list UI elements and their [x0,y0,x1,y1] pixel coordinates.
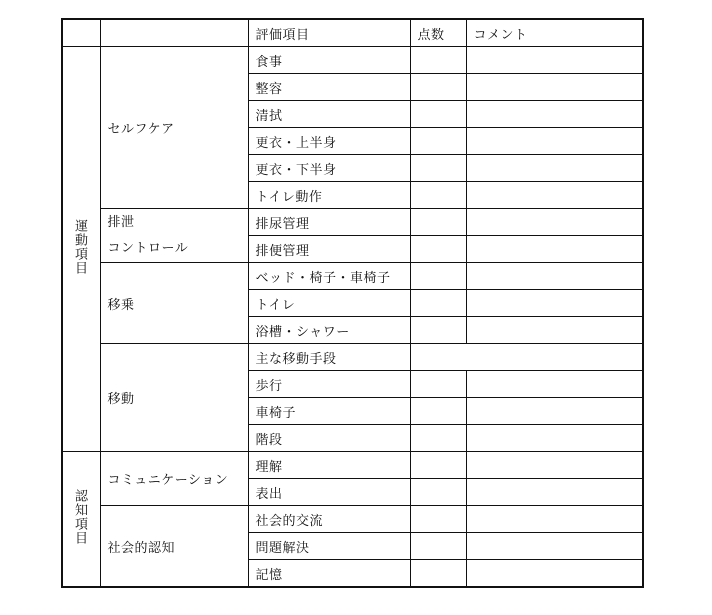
score-cell[interactable] [410,479,466,506]
score-cell[interactable] [410,209,466,236]
group-communication: コミュニケーション [100,452,248,506]
item-label: トイレ [248,290,410,317]
category-cognitive-label: 認知項目 [72,489,87,545]
item-label: 更衣・下半身 [248,155,410,182]
score-cell[interactable] [410,263,466,290]
comment-cell[interactable] [466,290,643,317]
category-motor-label: 運動項目 [72,219,87,275]
header-row [62,19,643,47]
score-cell[interactable] [410,425,466,452]
group-excretion-line1: 排泄 [107,214,135,230]
comment-cell[interactable] [466,452,643,479]
score-cell[interactable] [410,101,466,128]
comment-cell[interactable] [466,209,643,236]
comment-cell[interactable] [466,47,643,74]
main-mode-value-cell[interactable] [410,344,643,371]
item-label: 排便管理 [248,236,410,263]
item-label: 車椅子 [248,398,410,425]
comment-cell[interactable] [466,74,643,101]
comment-cell[interactable] [466,533,643,560]
score-cell[interactable] [410,155,466,182]
score-cell[interactable] [410,371,466,398]
fim-evaluation-table [61,18,644,588]
table-row [62,263,643,290]
comment-cell[interactable] [466,560,643,588]
score-cell[interactable] [410,560,466,588]
score-cell[interactable] [410,47,466,74]
table-row [62,344,643,371]
score-cell[interactable] [410,74,466,101]
score-cell[interactable] [410,290,466,317]
table-row [62,209,643,236]
group-excretion-line2: コントロール [107,240,189,256]
header-score: 点数 [410,19,466,47]
header-category-cell [62,19,100,47]
score-cell[interactable] [410,452,466,479]
comment-cell[interactable] [466,236,643,263]
group-transfer: 移乗 [100,263,248,344]
table-row [62,47,643,74]
table-row [62,506,643,533]
item-label: 更衣・上半身 [248,128,410,155]
item-label: 問題解決 [248,533,410,560]
item-label: 理解 [248,452,410,479]
group-selfcare: セルフケア [100,47,248,209]
item-label: 浴槽・シャワー [248,317,410,344]
score-cell[interactable] [410,236,466,263]
item-label: 歩行 [248,371,410,398]
group-social: 社会的認知 [100,506,248,588]
table-row [62,452,643,479]
comment-cell[interactable] [466,155,643,182]
comment-cell[interactable] [466,182,643,209]
header-item: 評価項目 [248,19,410,47]
item-label: 表出 [248,479,410,506]
item-label: 整容 [248,74,410,101]
score-cell[interactable] [410,182,466,209]
item-label: 社会的交流 [248,506,410,533]
item-label: 清拭 [248,101,410,128]
comment-cell[interactable] [466,506,643,533]
category-motor [62,47,100,452]
item-label: 主な移動手段 [248,344,410,371]
item-label: 排尿管理 [248,209,410,236]
score-cell[interactable] [410,398,466,425]
score-cell[interactable] [410,533,466,560]
group-excretion [100,209,248,263]
item-label: トイレ動作 [248,182,410,209]
comment-cell[interactable] [466,425,643,452]
score-cell[interactable] [410,128,466,155]
comment-cell[interactable] [466,317,643,344]
header-group-cell [100,19,248,47]
item-label: 記憶 [248,560,410,588]
comment-cell[interactable] [466,263,643,290]
comment-cell[interactable] [466,128,643,155]
category-cognitive [62,452,100,588]
item-label: ベッド・椅子・車椅子 [248,263,410,290]
header-comment: コメント [466,19,643,47]
comment-cell[interactable] [466,479,643,506]
item-label: 食事 [248,47,410,74]
score-cell[interactable] [410,317,466,344]
item-label: 階段 [248,425,410,452]
comment-cell[interactable] [466,101,643,128]
comment-cell[interactable] [466,398,643,425]
group-locomotion: 移動 [100,344,248,452]
score-cell[interactable] [410,506,466,533]
comment-cell[interactable] [466,371,643,398]
